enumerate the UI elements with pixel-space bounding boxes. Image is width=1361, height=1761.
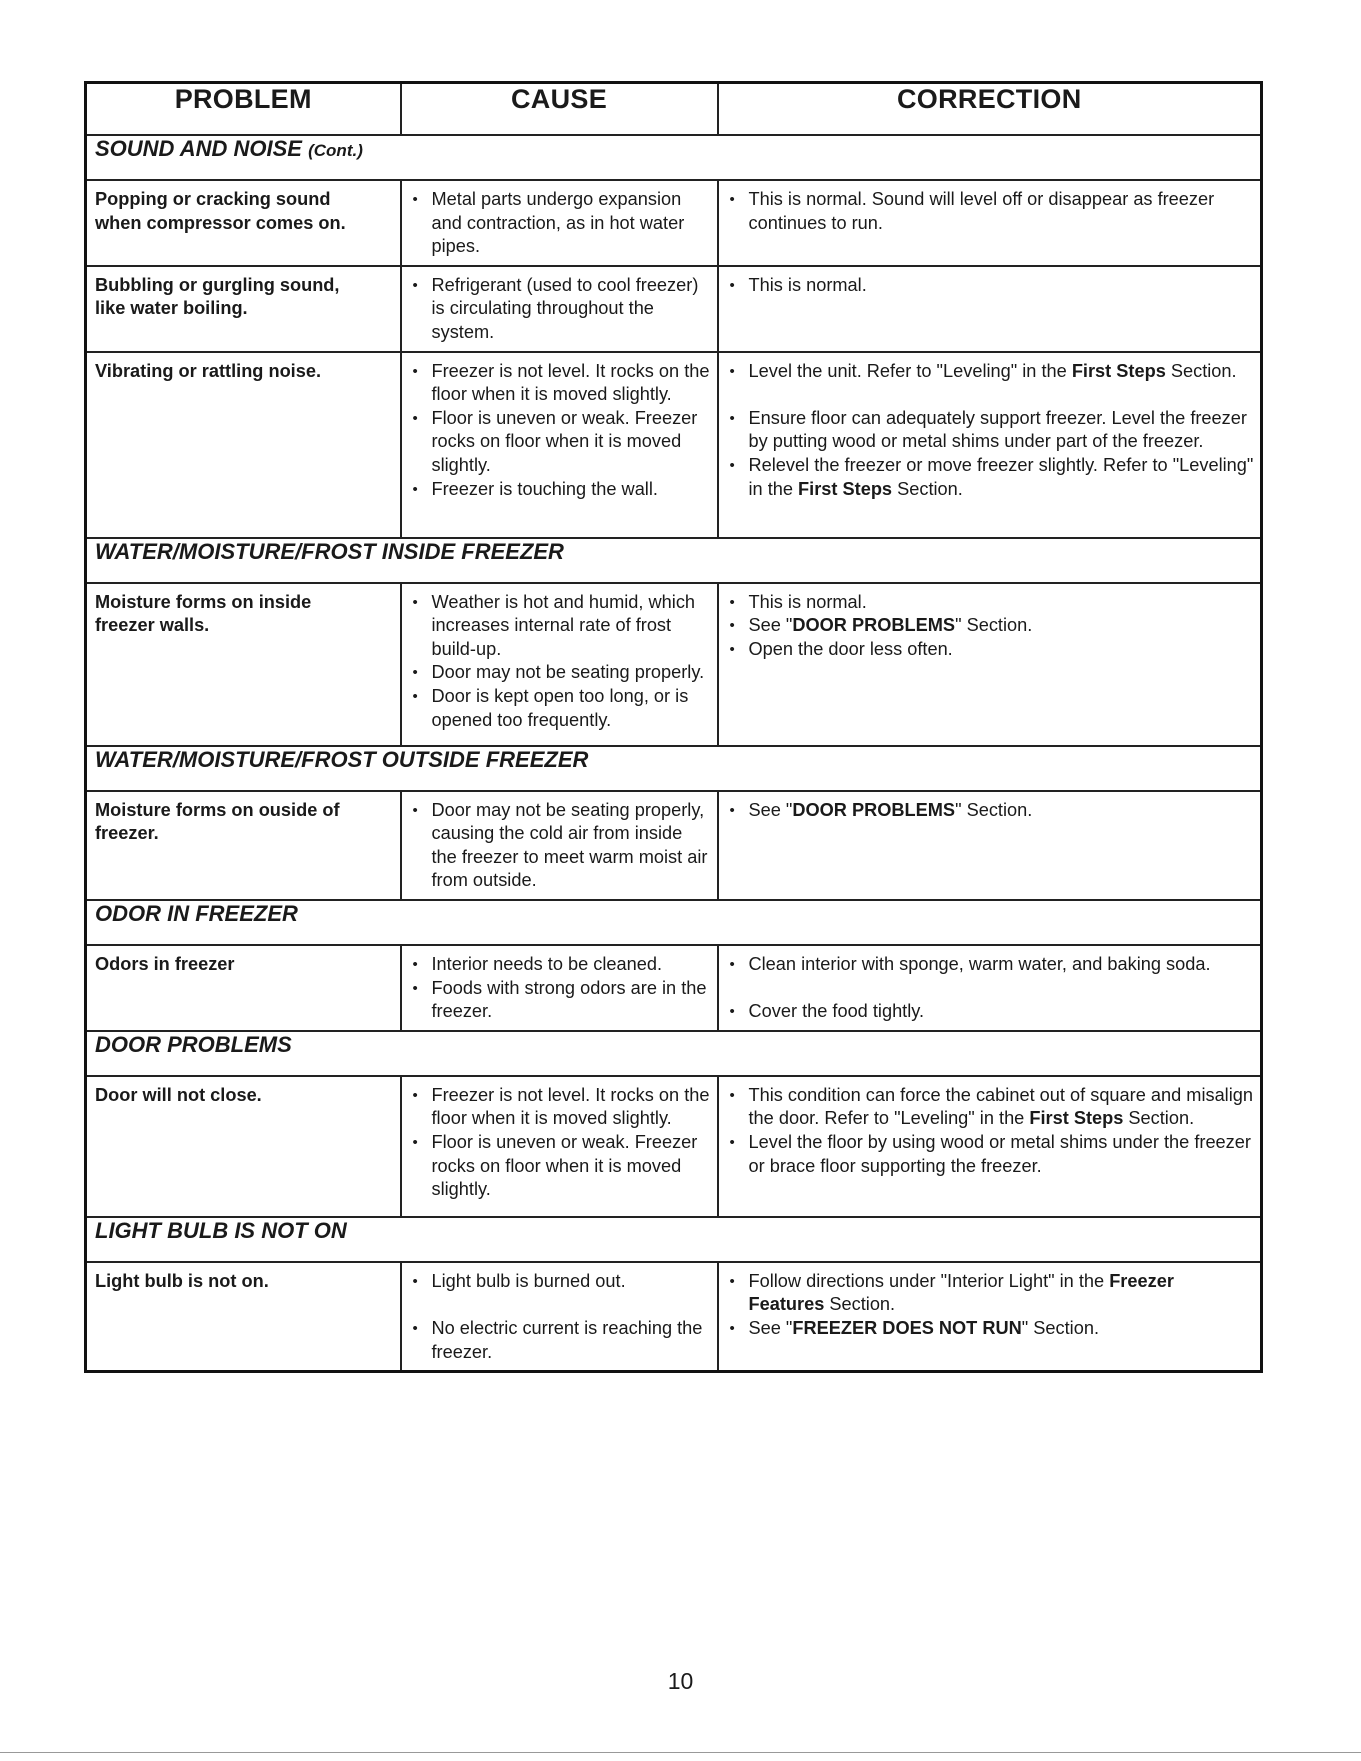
correction-cell [718,945,1262,1031]
list-item: • Ensure floor can adequately support freezer. Level the freezer by putting wood or metal shims under part of the freezer. [727,407,1255,454]
problem-text: Moisture forms on ouside of [95,799,340,820]
item-text: See " [748,799,793,820]
item-text: See " [748,1317,793,1338]
problem-text: Light bulb is not on. [95,1270,269,1291]
item-text: This condition can force the cabinet out of square and misalign the door. Refer to "Leveling" in the [748,1084,1253,1129]
item-text: Level the unit. Refer to "Leveling" in the [748,360,1072,381]
section-title-text: WATER/MOISTURE/FROST OUTSIDE FREEZER [95,746,589,772]
section-title-text: SOUND AND NOISE [95,136,302,161]
item-text: Section. [824,1294,896,1315]
correction-cell [718,352,1262,538]
item-text: " Section. [955,615,1033,636]
problem-cell [86,583,401,746]
table-row [86,266,1262,352]
item-bold-text: DOOR PROBLEMS [792,799,956,820]
list-item: • Door may not be seating properly, causing the cold air from inside the freezer to meet warm moist air from outside. [410,799,711,893]
problem-text: when compressor comes on. [95,212,346,233]
section-row [86,538,1262,583]
section-title [86,135,1262,180]
table-row [86,1262,1262,1372]
correction-cell [718,791,1262,900]
table-row [86,180,1262,266]
cause-list [410,1084,711,1202]
table-row [86,1076,1262,1217]
cause-cell [401,791,718,900]
list-item: • Door is kept open too long, or is opened too frequently. [410,685,711,732]
problem-text: Odors in freezer [95,953,235,974]
problem-cell [86,791,401,900]
table-row [86,583,1262,746]
cause-list [410,953,711,1024]
list-item [727,614,1255,638]
list-item: • No electric current is reaching the freezer. [410,1317,711,1364]
cause-list [410,799,711,893]
list-item: • Open the door less often. [727,638,1255,662]
list-item: • Clean interior with sponge, warm water, and baking soda. [727,953,1255,977]
table-row [86,945,1262,1031]
item-bold-text: DOOR PROBLEMS [792,615,956,636]
table-row [86,791,1262,900]
list-item [727,360,1255,384]
correction-list [727,274,1255,298]
item-bold-text: First Steps [1071,360,1166,381]
header-problem: PROBLEM [86,83,401,136]
section-title-text: DOOR PROBLEMS [95,1031,292,1057]
section-title-text: ODOR IN FREEZER [95,900,298,926]
list-item: • Door may not be seating properly. [410,661,711,685]
correction-list [727,591,1255,662]
list-item [727,454,1255,501]
item-bold-text: First Steps [1029,1108,1124,1129]
problem-text: freezer. [95,823,159,844]
section-title [86,746,1262,791]
list-item: • This is normal. [727,274,1255,298]
problem-text: Popping or cracking sound [95,189,331,209]
cause-cell [401,266,718,352]
table-body [86,135,1262,1372]
cause-cell [401,352,718,538]
item-text: Section. [892,478,963,499]
list-item: • Cover the food tightly. [727,1000,1255,1024]
list-item: • Refrigerant (used to cool freezer) is circulating throughout the system. [410,274,711,345]
item-bold-text: Freezer Features [748,1270,1174,1315]
cause-list [410,591,711,733]
correction-cell [718,1076,1262,1217]
section-title-text: LIGHT BULB IS NOT ON [95,1217,347,1243]
list-item: • Foods with strong odors are in the freezer. [410,977,711,1024]
cause-list [410,188,711,259]
section-row [86,1031,1262,1076]
correction-cell [718,266,1262,352]
item-text: Section. [1165,360,1237,381]
section-row [86,1217,1262,1262]
correction-list [727,1270,1255,1341]
problem-cell [86,180,401,266]
section-title-text: WATER/MOISTURE/FROST INSIDE FREEZER [95,538,564,564]
item-text: Relevel the freezer or move freezer slightly. Refer to "Leveling" in the [748,454,1254,499]
problem-text: Moisture forms on inside [95,591,312,612]
correction-list [727,953,1255,1024]
problem-text: freezer walls. [95,615,210,636]
list-item: • Floor is uneven or weak. Freezer rocks on floor when it is moved slightly. [410,1131,711,1202]
item-bold-text: FREEZER DOES NOT RUN [792,1317,1022,1338]
section-row [86,135,1262,180]
section-title [86,1031,1262,1076]
list-item: • Freezer is not level. It rocks on the floor when it is moved slightly. [410,360,711,407]
cause-cell [401,583,718,746]
table-row [86,352,1262,538]
problem-cell [86,352,401,538]
section-title-suffix: (Cont.) [308,141,363,160]
problem-cell [86,1076,401,1217]
list-item: • Weather is hot and humid, which increases internal rate of frost build-up. [410,591,711,662]
correction-cell [718,180,1262,266]
cause-list [410,274,711,345]
correction-list [727,1084,1255,1178]
cause-cell [401,180,718,266]
item-text: Section. [1123,1108,1195,1129]
section-title [86,538,1262,583]
list-item [727,1270,1255,1317]
footer-rule [0,1752,1361,1753]
problem-cell [86,1262,401,1372]
section-title [86,900,1262,945]
cause-cell [401,1076,718,1217]
cause-cell [401,945,718,1031]
item-text: " Section. [955,799,1033,820]
list-item: • Metal parts undergo expansion and contraction, as in hot water pipes. [410,188,711,259]
header-row [86,83,1262,136]
list-item: • This is normal. [727,591,1255,615]
list-item [727,1084,1255,1131]
list-item: • Freezer is not level. It rocks on the floor when it is moved slightly. [410,1084,711,1131]
header-correction: CORRECTION [718,83,1262,136]
item-text: See " [748,615,793,636]
list-item: • This is normal. Sound will level off or disappear as freezer continues to run. [727,188,1255,235]
correction-cell [718,1262,1262,1372]
correction-list [727,360,1255,502]
list-item: • Interior needs to be cleaned. [410,953,711,977]
item-text: Follow directions under "Interior Light" in the [748,1270,1110,1291]
section-title [86,1217,1262,1262]
problem-text: Bubbling or gurgling sound, [95,274,340,295]
list-item [727,1317,1255,1341]
page-number: 10 [667,1668,694,1694]
item-bold-text: First Steps [798,478,893,499]
problem-cell [86,945,401,1031]
problem-text: Vibrating or rattling noise. [95,360,322,381]
header-cause: CAUSE [401,83,718,136]
correction-list [727,799,1255,823]
section-row [86,746,1262,791]
correction-list [727,188,1255,235]
section-row [86,900,1262,945]
problem-cell [86,266,401,352]
list-item: • Floor is uneven or weak. Freezer rocks on floor when it is moved slightly. [410,407,711,478]
problem-text: like water boiling. [95,298,248,319]
list-item: • Light bulb is burned out. [410,1270,711,1294]
correction-cell [718,583,1262,746]
cause-list [410,1270,711,1364]
problem-text: Door will not close. [95,1084,262,1105]
list-item: • Freezer is touching the wall. [410,478,711,502]
cause-list [410,360,711,502]
cause-cell [401,1262,718,1372]
item-text: " Section. [1021,1317,1099,1338]
list-item [727,799,1255,823]
list-item: • Level the floor by using wood or metal shims under the freezer or brace floor supporting the freezer. [727,1131,1255,1178]
troubleshooting-table [84,81,1263,1373]
